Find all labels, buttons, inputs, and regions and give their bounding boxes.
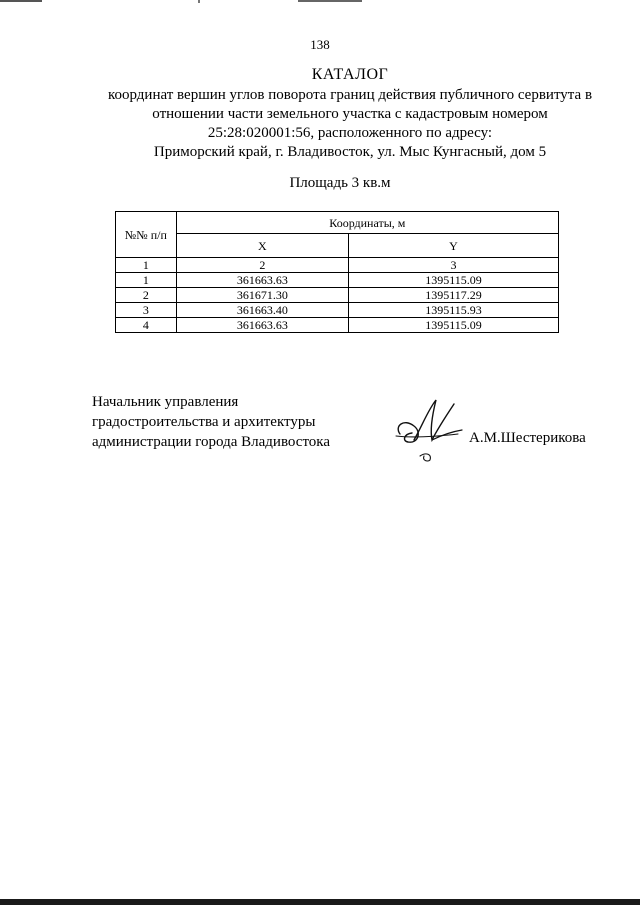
index-cell: 2 xyxy=(176,258,348,273)
header-x: X xyxy=(176,234,348,258)
scan-edge-mark xyxy=(0,0,42,2)
header-number: №№ п/п xyxy=(116,212,177,258)
scan-bottom-edge xyxy=(0,899,640,905)
row-number: 2 xyxy=(116,288,177,303)
position-line: Начальник управления xyxy=(92,394,239,410)
subtitle-line: 25:28:020001:56, расположенного по адресу: xyxy=(207,125,493,141)
signatory-position xyxy=(92,392,330,452)
row-number: 4 xyxy=(116,318,177,333)
row-x: 361663.63 xyxy=(176,273,348,288)
row-y: 1395115.09 xyxy=(348,318,558,333)
table-row xyxy=(116,273,559,288)
signatory-name: А.М.Шестерикова xyxy=(469,430,586,446)
scan-edge-mark xyxy=(298,0,362,2)
position-line: градостроительства и архитектуры xyxy=(92,414,316,430)
row-y: 1395117.29 xyxy=(348,288,558,303)
document-subtitle xyxy=(70,86,630,162)
position-line: администрации города Владивостока xyxy=(92,434,331,450)
header-y: Y xyxy=(348,234,558,258)
table-row xyxy=(116,288,559,303)
document-title: КАТАЛОГ xyxy=(311,66,389,83)
index-cell: 1 xyxy=(116,258,177,273)
area-label: Площадь 3 кв.м xyxy=(289,175,391,191)
row-x: 361663.40 xyxy=(176,303,348,318)
header-coordinates: Координаты, м xyxy=(176,212,558,234)
table-row xyxy=(116,303,559,318)
handwritten-signature xyxy=(392,396,468,464)
scan-dot-mark xyxy=(198,0,200,3)
row-number: 1 xyxy=(116,273,177,288)
index-cell: 3 xyxy=(348,258,558,273)
table-header-row xyxy=(116,212,559,234)
table-row xyxy=(116,318,559,333)
row-y: 1395115.09 xyxy=(348,273,558,288)
subtitle-line: отношении части земельного участка с кадастровым номером xyxy=(152,106,548,122)
subtitle-line: координат вершин углов поворота границ действия публичного сервитута в xyxy=(107,87,593,103)
row-y: 1395115.93 xyxy=(348,303,558,318)
row-x: 361671.30 xyxy=(176,288,348,303)
coordinates-table xyxy=(115,211,559,333)
row-x: 361663.63 xyxy=(176,318,348,333)
table-index-row xyxy=(116,258,559,273)
page-number: 138 xyxy=(310,37,330,52)
table-header-row xyxy=(116,234,559,258)
subtitle-line: Приморский край, г. Владивосток, ул. Мыс Кунгасный, дом 5 xyxy=(153,144,547,160)
row-number: 3 xyxy=(116,303,177,318)
